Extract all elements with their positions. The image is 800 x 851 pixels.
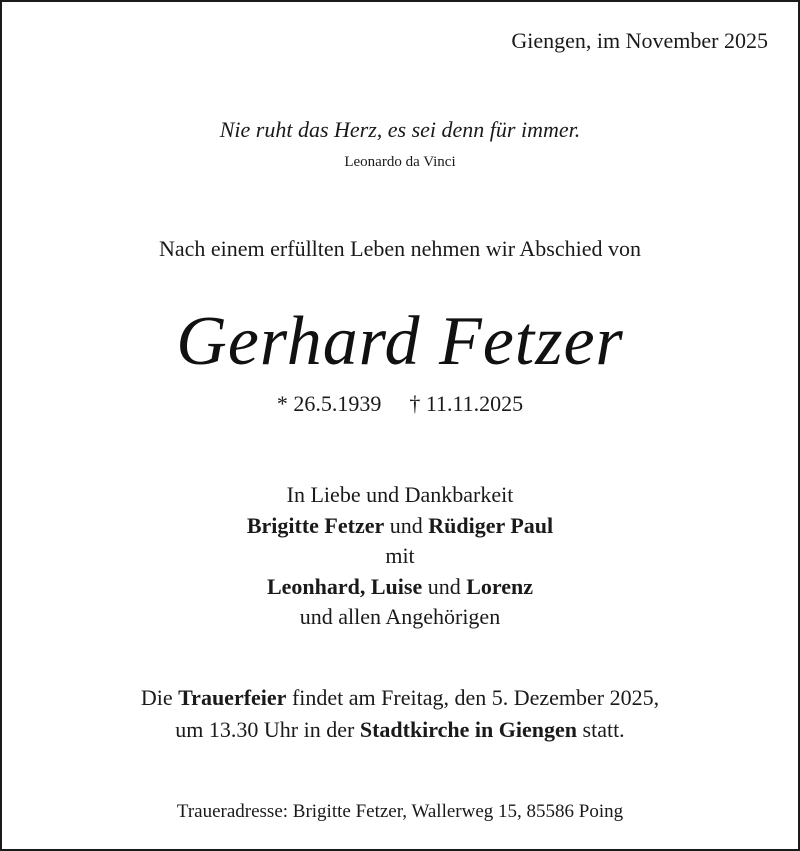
- deceased-name: Gerhard Fetzer: [176, 303, 624, 380]
- funeral-line-1: [2, 682, 798, 714]
- family-closing: und allen Angehörigen: [299, 604, 501, 629]
- conjunction: und: [427, 573, 461, 599]
- child-name-1: Brigitte Fetzer: [246, 512, 385, 538]
- family-with: mit: [385, 543, 415, 568]
- funeral-time: um 13.30 Uhr in der: [175, 717, 355, 742]
- mourning-address: Traueradresse: Brigitte Fetzer, Wallerweg 15, 85586 Poing: [176, 801, 624, 822]
- family-intro: In Liebe und Dankbarkeit: [286, 482, 514, 507]
- funeral-line-2: [2, 714, 798, 746]
- funeral-info: [2, 682, 798, 746]
- funeral-text: statt.: [582, 717, 625, 742]
- child-name-2: Rüdiger Paul: [428, 512, 554, 538]
- birth-date: * 26.5.1939: [276, 391, 382, 416]
- death-date: † 11.11.2025: [409, 391, 524, 416]
- life-dates: [2, 391, 798, 417]
- grandchild-name-last: Lorenz: [466, 573, 534, 599]
- funeral-text: Die: [140, 685, 173, 710]
- quote-author: Leonardo da Vinci: [344, 154, 456, 170]
- funeral-keyword: Trauerfeier: [178, 685, 287, 710]
- family-block: [2, 480, 798, 633]
- family-children: [2, 511, 798, 542]
- funeral-date: findet am Freitag, den 5. Dezember 2025,: [291, 685, 660, 710]
- intro-text: Nach einem erfüllten Leben nehmen wir Abschied von: [158, 236, 641, 261]
- conjunction: und: [389, 512, 423, 538]
- funeral-location: Stadtkirche in Giengen: [359, 717, 578, 742]
- grandchild-names: Leonhard, Luise: [266, 573, 423, 599]
- family-grandchildren: [2, 572, 798, 603]
- quote-text: Nie ruht das Herz, es sei denn für immer.: [219, 117, 581, 142]
- place-date: Giengen, im November 2025: [511, 28, 768, 53]
